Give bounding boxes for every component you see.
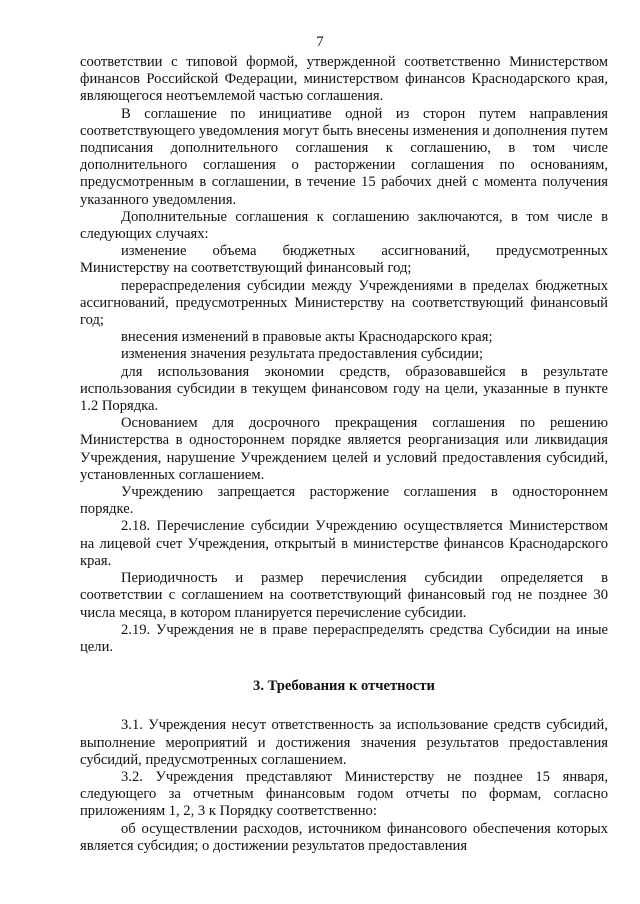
paragraph: Периодичность и размер перечисления субсидии определяется в соответствии с соглашением на соответствующий финансовый год не позднее 30 числа месяца, в котором планируется перечисление субсидии. bbox=[80, 570, 608, 621]
clause-2-18: 2.18. Перечисление субсидии Учреждению осуществляется Министерством на лицевой счет Учреждения, открытый в министерстве финансов Краснодарского края. bbox=[80, 518, 608, 569]
paragraph: Основанием для досрочного прекращения соглашения по решению Министерства в одностороннем порядке является реорганизация или ликвидация Учреждения, нарушение Учреждением целей и условий предоставления субсидий, установленных соглашением. bbox=[80, 415, 608, 483]
clause-3-1: 3.1. Учреждения несут ответственность за использование средств субсидий, выполнение мероприятий и достижения значения результатов предоставления субсидий, предусмотренных соглашением. bbox=[80, 717, 608, 768]
paragraph: об осуществлении расходов, источником финансового обеспечения которых является субсидия; о достижении результатов предоставления bbox=[80, 820, 608, 854]
list-item: внесения изменений в правовые акты Краснодарского края; bbox=[121, 329, 493, 346]
paragraph: соответствии с типовой формой, утвержденной соответственно Министерством финансов Российской Федерации, министерством финансов Краснодарского края, являющегося неотъемлемой частью соглашения. bbox=[80, 54, 608, 105]
list-item: перераспределения субсидии между Учреждениями в пределах бюджетных ассигнований, предусмотренных Министерству на соответствующий финансовый год; bbox=[80, 277, 608, 329]
paragraph: Дополнительные соглашения к соглашению заключаются, в том числе в следующих случаях: bbox=[80, 208, 608, 243]
clause-3-2: 3.2. Учреждения представляют Министерству не позднее 15 января, следующего за отчетным финансовым годом отчеты по формам, согласно приложениям 1, 2, 3 к Порядку соответственно: bbox=[80, 768, 608, 820]
page-number: 7 bbox=[316, 34, 324, 50]
list-item: изменение объема бюджетных ассигнований, предусмотренных Министерству на соответствующий финансовый год; bbox=[80, 243, 608, 277]
clause-2-19: 2.19. Учреждения не в праве перераспределять средства Субсидии на иные цели. bbox=[80, 621, 608, 655]
list-item: изменения значения результата предоставления субсидии; bbox=[121, 346, 484, 363]
document-body bbox=[80, 54, 608, 855]
list-item: для использования экономии средств, образовавшейся в результате использования субсидии в текущем финансовом году на цели, указанные в пункте 1.2 Порядка. bbox=[80, 363, 608, 415]
paragraph: Учреждению запрещается расторжение соглашения в одностороннем порядке. bbox=[80, 484, 608, 518]
paragraph: В соглашение по инициативе одной из сторон путем направления соответствующего уведомления могут быть внесены изменения и дополнения путем подписания дополнительного соглашения к соглашению, в том числе дополнительного соглашения о расторжении соглашения по основаниям, предусмотренным в соглашении, в течение 15 рабочих дней с момента получения указанного уведомления. bbox=[80, 105, 608, 208]
section-heading: 3. Требования к отчетности bbox=[253, 678, 435, 695]
